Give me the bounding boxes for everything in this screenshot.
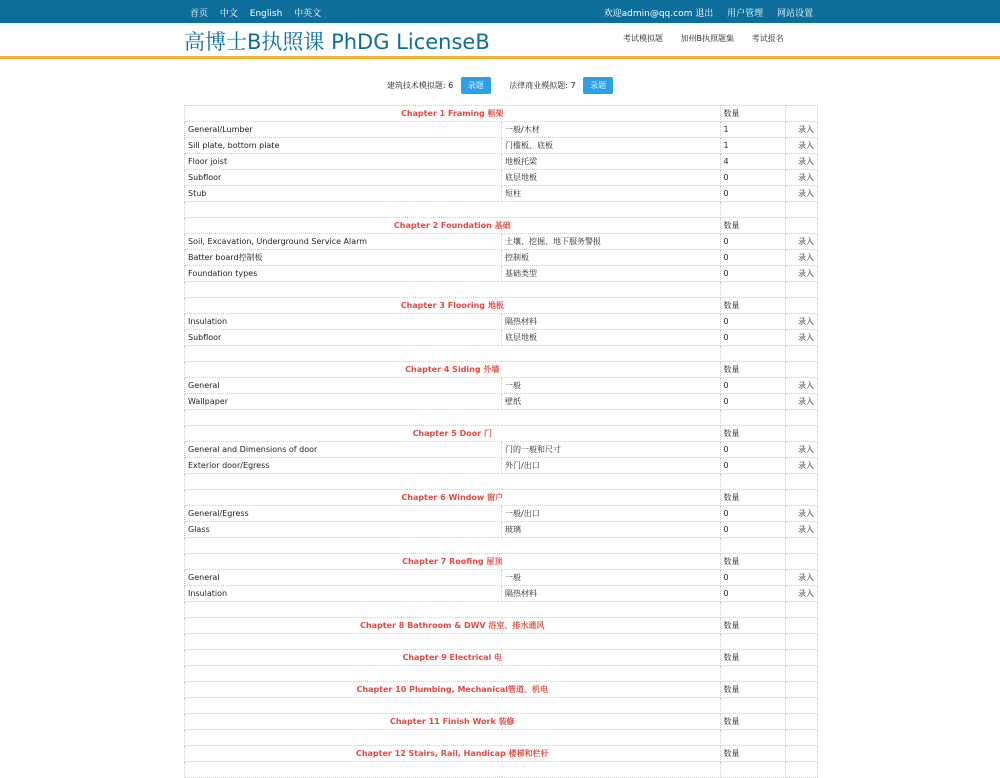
spacer-row: [185, 730, 818, 746]
topic-chinese: 门槛板、底板: [502, 138, 721, 154]
topic-row: [185, 458, 818, 474]
chapter-header-row: [185, 682, 818, 698]
quantity-header: 数量: [720, 618, 786, 634]
exam-label: 建筑技术模拟题:: [386, 81, 446, 90]
enter-link[interactable]: 录入: [786, 154, 818, 170]
topic-english: Batter board控制板: [185, 250, 502, 266]
quantity-header: 数量: [720, 298, 786, 314]
topic-row: [185, 506, 818, 522]
spacer-row: [185, 698, 818, 714]
chapter-header-row: [185, 298, 818, 314]
topic-quantity: 0: [720, 522, 786, 538]
chapter-header-row: [185, 650, 818, 666]
enter-link[interactable]: 录入: [786, 506, 818, 522]
topic-english: General: [185, 570, 502, 586]
top-nav: [190, 6, 330, 19]
topic-row: [185, 138, 818, 154]
chapter-title: Chapter 8 Bathroom & DWV 浴室、排水通风: [185, 618, 721, 634]
topic-quantity: 0: [720, 394, 786, 410]
topic-english: Insulation: [185, 586, 502, 602]
exam-building-tech: [387, 77, 491, 94]
topic-quantity: 0: [720, 250, 786, 266]
enter-link[interactable]: 录入: [786, 330, 818, 346]
topic-chinese: 玻璃: [502, 522, 721, 538]
topic-row: [185, 266, 818, 282]
chapter-title: Chapter 2 Foundation 基础: [185, 218, 721, 234]
enter-question-button[interactable]: 录题: [583, 77, 613, 94]
quantity-header: 数量: [720, 682, 786, 698]
topic-row: [185, 154, 818, 170]
topic-row: [185, 250, 818, 266]
quantity-header: 数量: [720, 714, 786, 730]
topic-quantity: 0: [720, 330, 786, 346]
topic-chinese: 一般: [502, 378, 721, 394]
spacer-row: [185, 762, 818, 778]
chapter-header-row: [185, 746, 818, 762]
topic-chinese: 隔热材料: [502, 314, 721, 330]
chapter-header-row: [185, 554, 818, 570]
nav-mock-exam[interactable]: 考试模拟题: [623, 34, 663, 43]
topic-quantity: 0: [720, 266, 786, 282]
chapter-title: Chapter 9 Electrical 电: [185, 650, 721, 666]
chapter-title: Chapter 7 Roofing 屋顶: [185, 554, 721, 570]
chapter-title: Chapter 12 Stairs, Rail, Handicap 楼梯和栏杆: [185, 746, 721, 762]
topic-row: [185, 330, 818, 346]
topic-row: [185, 314, 818, 330]
header-blank: [786, 554, 818, 570]
spacer-row: [185, 410, 818, 426]
topic-chinese: 一般/出口: [502, 506, 721, 522]
topic-quantity: 4: [720, 154, 786, 170]
quantity-header: 数量: [720, 106, 786, 122]
topic-chinese: 土壤、挖掘、地下服务警报: [502, 234, 721, 250]
topic-row: [185, 394, 818, 410]
user-management-link[interactable]: 用户管理: [727, 9, 764, 19]
chapter-header-row: [185, 618, 818, 634]
chapter-header-row: [185, 490, 818, 506]
enter-link[interactable]: 录入: [786, 394, 818, 410]
header-blank: [786, 714, 818, 730]
topic-row: [185, 170, 818, 186]
topic-english: Insulation: [185, 314, 502, 330]
topic-english: Soil, Excavation, Underground Service Alarm: [185, 234, 502, 250]
topic-english: General/Egress: [185, 506, 502, 522]
topic-chinese: 地板托梁: [502, 154, 721, 170]
welcome-logout-link[interactable]: 欢迎admin@qq.com 退出: [603, 9, 714, 19]
topic-quantity: 0: [720, 378, 786, 394]
spacer-row: [185, 602, 818, 618]
header-blank: [786, 426, 818, 442]
topic-english: Exterior door/Egress: [185, 458, 502, 474]
enter-link[interactable]: 录入: [786, 314, 818, 330]
topic-chinese: 外门/出口: [502, 458, 721, 474]
topic-english: Subfloor: [185, 170, 502, 186]
topic-english: Sill plate, bottom plate: [185, 138, 502, 154]
brand-header: [0, 23, 1000, 59]
enter-link[interactable]: 录入: [786, 458, 818, 474]
enter-link[interactable]: 录入: [786, 378, 818, 394]
chapter-title: Chapter 10 Plumbing, Mechanical管道、机电: [185, 682, 721, 698]
topic-quantity: 1: [720, 138, 786, 154]
topic-quantity: 0: [720, 234, 786, 250]
nav-exam-register[interactable]: 考试报名: [751, 34, 784, 43]
chapter-header-row: [185, 714, 818, 730]
chapter-table: [184, 105, 818, 778]
spacer-row: [185, 474, 818, 490]
quantity-header: 数量: [720, 490, 786, 506]
quantity-header: 数量: [720, 746, 786, 762]
topic-row: [185, 522, 818, 538]
spacer-row: [185, 282, 818, 298]
exam-count: 6: [448, 81, 454, 90]
topic-english: Foundation types: [185, 266, 502, 282]
enter-link[interactable]: 录入: [786, 266, 818, 282]
chapter-title: Chapter 6 Window 窗户: [185, 490, 721, 506]
chapter-title: Chapter 11 Finish Work 装修: [185, 714, 721, 730]
topic-row: [185, 442, 818, 458]
enter-link[interactable]: 录入: [786, 250, 818, 266]
chapter-header-row: [185, 106, 818, 122]
topic-chinese: 一般/木材: [502, 122, 721, 138]
enter-link[interactable]: 录入: [786, 570, 818, 586]
exam-label: 法律商业模拟题:: [509, 81, 568, 90]
user-nav: [593, 6, 813, 19]
header-blank: [786, 298, 818, 314]
topic-chinese: 壁纸: [502, 394, 721, 410]
header-blank: [786, 650, 818, 666]
header-blank: [786, 746, 818, 762]
site-title[interactable]: 高博士B执照课 PhDG LicenseB: [184, 30, 490, 54]
chapter-title: Chapter 5 Door 门: [185, 426, 721, 442]
topic-english: Floor joist: [185, 154, 502, 170]
topic-quantity: 0: [720, 506, 786, 522]
topic-row: [185, 234, 818, 250]
topic-quantity: 0: [720, 170, 786, 186]
nav-english-link[interactable]: English: [249, 9, 283, 19]
enter-question-button[interactable]: 录题: [461, 77, 491, 94]
spacer-row: [185, 202, 818, 218]
topic-chinese: 短柱: [502, 186, 721, 202]
quantity-header: 数量: [720, 650, 786, 666]
header-blank: [786, 682, 818, 698]
spacer-row: [185, 634, 818, 650]
topic-quantity: 0: [720, 442, 786, 458]
chapter-title: Chapter 1 Framing 框架: [185, 106, 721, 122]
chapter-header-row: [185, 218, 818, 234]
topic-chinese: 基础类型: [502, 266, 721, 282]
topic-chinese: 一般: [502, 570, 721, 586]
spacer-row: [185, 346, 818, 362]
topic-english: General: [185, 378, 502, 394]
header-blank: [786, 362, 818, 378]
enter-link[interactable]: 录入: [786, 442, 818, 458]
quantity-header: 数量: [720, 554, 786, 570]
topic-chinese: 底层地板: [502, 330, 721, 346]
top-bar: [0, 0, 1000, 23]
topic-row: [185, 570, 818, 586]
spacer-row: [185, 538, 818, 554]
enter-link[interactable]: 录入: [786, 586, 818, 602]
enter-link[interactable]: 录入: [786, 138, 818, 154]
header-blank: [786, 106, 818, 122]
nav-chinese-link[interactable]: 中文: [219, 9, 238, 19]
topic-quantity: 0: [720, 570, 786, 586]
topic-english: Subfloor: [185, 330, 502, 346]
enter-link[interactable]: 录入: [786, 234, 818, 250]
topic-row: [185, 122, 818, 138]
enter-link[interactable]: 录入: [786, 186, 818, 202]
topic-quantity: 0: [720, 314, 786, 330]
nav-bilingual-link[interactable]: 中英文: [294, 9, 322, 19]
topic-chinese: 门的一般和尺寸: [502, 442, 721, 458]
topic-english: Glass: [185, 522, 502, 538]
topic-english: Stub: [185, 186, 502, 202]
topic-english: Wallpaper: [185, 394, 502, 410]
topic-row: [185, 378, 818, 394]
topic-row: [185, 586, 818, 602]
main-nav: [623, 33, 799, 44]
enter-link[interactable]: 录入: [786, 522, 818, 538]
chapter-header-row: [185, 362, 818, 378]
spacer-row: [185, 666, 818, 682]
topic-quantity: 1: [720, 122, 786, 138]
nav-home-link[interactable]: 首页: [190, 9, 209, 19]
topic-quantity: 0: [720, 586, 786, 602]
chapter-header-row: [185, 426, 818, 442]
topic-chinese: 控制板: [502, 250, 721, 266]
topic-chinese: 底层地板: [502, 170, 721, 186]
enter-link[interactable]: 录入: [786, 122, 818, 138]
header-blank: [786, 618, 818, 634]
header-blank: [786, 490, 818, 506]
quantity-header: 数量: [720, 362, 786, 378]
chapter-title: Chapter 4 Siding 外墙: [185, 362, 721, 378]
topic-english: General and Dimensions of door: [185, 442, 502, 458]
exam-law-business: [509, 77, 613, 94]
enter-link[interactable]: 录入: [786, 170, 818, 186]
topic-english: General/Lumber: [185, 122, 502, 138]
quantity-header: 数量: [720, 426, 786, 442]
site-settings-link[interactable]: 网站设置: [776, 9, 813, 19]
topic-row: [185, 186, 818, 202]
topic-quantity: 0: [720, 186, 786, 202]
header-blank: [786, 218, 818, 234]
topic-quantity: 0: [720, 458, 786, 474]
chapter-title: Chapter 3 Flooring 地板: [185, 298, 721, 314]
nav-question-set[interactable]: 加州B执照题集: [680, 34, 735, 43]
exam-summary: [0, 77, 1000, 94]
quantity-header: 数量: [720, 218, 786, 234]
topic-chinese: 隔热材料: [502, 586, 721, 602]
exam-count: 7: [570, 81, 576, 90]
